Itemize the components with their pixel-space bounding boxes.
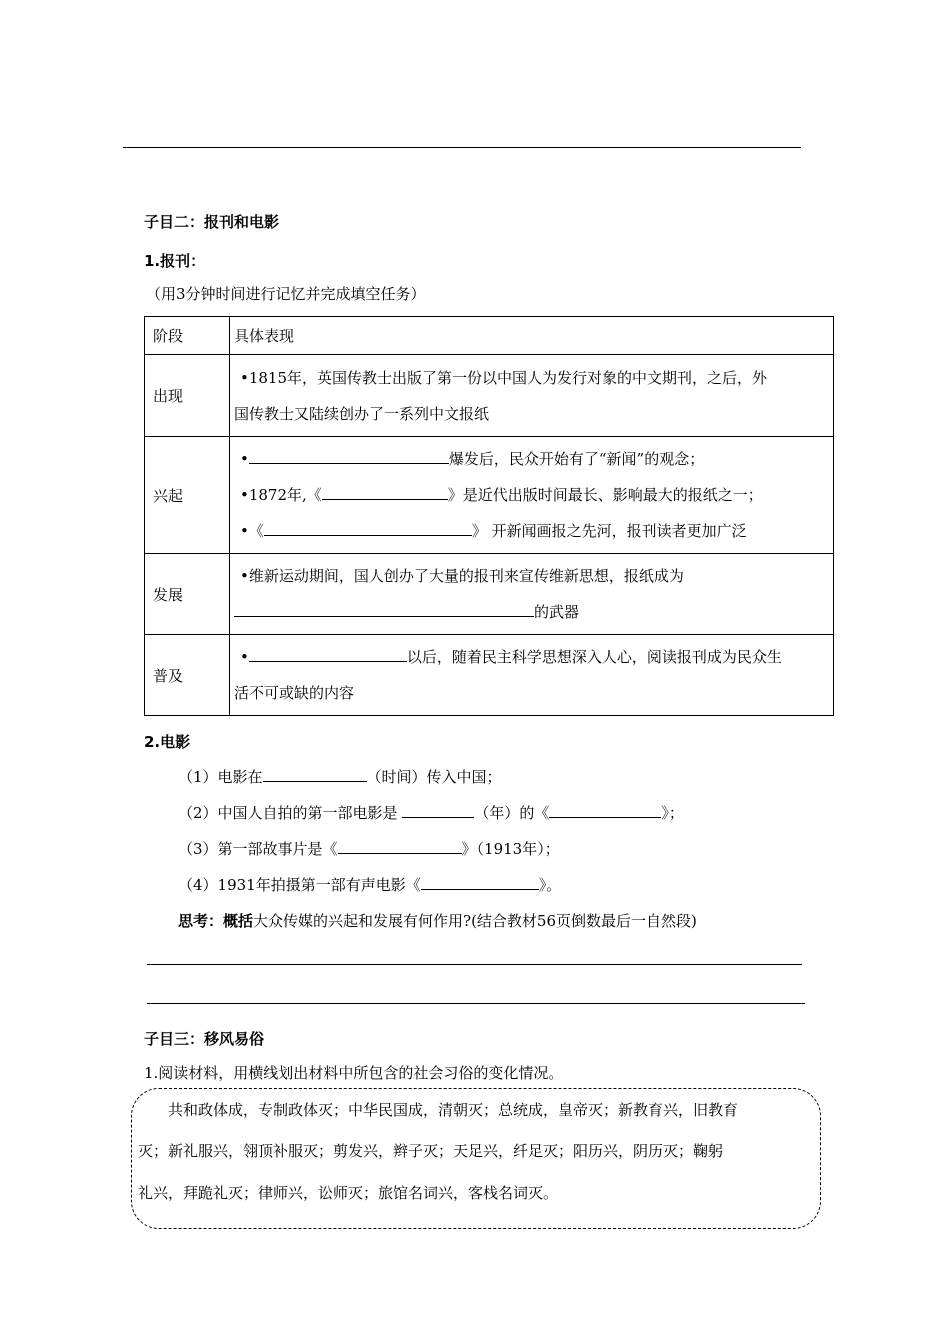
rise-blank-1[interactable] — [249, 449, 449, 464]
film-q1-blank[interactable] — [263, 767, 367, 782]
film-q3-blank[interactable] — [338, 839, 462, 854]
think-keyword: 概括 — [223, 912, 254, 930]
film-q2: （2）中国人自拍的第一部电影是 （年）的《 》； — [178, 804, 684, 822]
press-table — [144, 316, 834, 716]
table-header-detail: 具体表现 — [230, 317, 834, 355]
stage-popular-detail — [230, 635, 834, 716]
rise-line-2: •1872年,《 》是近代出版时间最长、影响最大的报纸之一； — [240, 486, 763, 504]
stage-develop: 发展 — [145, 554, 230, 635]
rise-blank-2[interactable] — [322, 485, 448, 500]
film-q4-blank[interactable] — [421, 875, 539, 890]
answer-line-2[interactable] — [147, 1003, 805, 1004]
film-q3: （3）第一部故事片是《 》（1913年）； — [178, 840, 560, 858]
stage-popular: 普及 — [145, 635, 230, 716]
popular-line-2: 活不可或缺的内容 — [234, 684, 355, 702]
appear-line-1: •1815年，英国传教士出版了第一份以中国人为发行对象的中文期刊，之后，外 — [240, 368, 768, 387]
film-q2-blank-1[interactable] — [402, 803, 474, 818]
press-heading: 1.报刊： — [144, 252, 206, 270]
stage-rise: 兴起 — [145, 437, 230, 554]
film-q1: （1）电影在 （时间）传入中国； — [178, 768, 502, 786]
rise-blank-3[interactable] — [264, 521, 472, 536]
answer-line-1[interactable] — [147, 964, 802, 965]
develop-line-1: •维新运动期间，国人创办了大量的报刊来宣传维新思想，报纸成为 — [240, 567, 684, 585]
table-header-stage: 阶段 — [145, 317, 230, 355]
section3-instruction: 1.阅读材料，用横线划出材料中所包含的社会习俗的变化情况。 — [144, 1064, 564, 1082]
think-question — [178, 910, 697, 931]
material-line-1: 共和政体成，专制政体灭；中华民国成，清朝灭；总统成，皇帝灭；新教育兴，旧教育 — [168, 1101, 739, 1119]
stage-develop-detail — [230, 554, 834, 635]
press-instruction: （用3分钟时间进行记忆并完成填空任务） — [146, 285, 426, 303]
film-heading: 2.电影 — [144, 733, 191, 751]
top-rule — [123, 147, 801, 148]
popular-blank[interactable] — [249, 647, 407, 662]
rise-line-3: •《 》 开新闻画报之先河，报刊读者更加广泛 — [240, 522, 747, 540]
material-line-3: 礼兴，拜跪礼灭；律师兴，讼师灭；旅馆名词兴，客栈名词灭。 — [138, 1184, 559, 1202]
popular-line-1: • 以后，随着民主科学思想深入人心，阅读报刊成为民众生 — [240, 648, 782, 666]
develop-blank[interactable] — [234, 602, 534, 617]
film-q4: （4）1931年拍摄第一部有声电影《 》。 — [178, 876, 562, 894]
develop-line-2: 的武器 — [234, 594, 825, 630]
think-label: 思考： — [178, 912, 224, 930]
section3-title: 子目三：移风易俗 — [144, 1030, 265, 1048]
rise-line-1: • 爆发后，民众开始有了“新闻”的观念； — [240, 450, 705, 468]
think-text: 大众传媒的兴起和发展有何作用?(结合教材56页倒数最后一自然段) — [253, 912, 697, 930]
stage-appear-detail — [230, 355, 834, 437]
stage-appear: 出现 — [145, 355, 230, 437]
material-line-2: 灭；新礼服兴，翎顶补服灭；剪发兴，辫子灭；天足兴，纤足灭；阳历兴，阴历灭；鞠躬 — [138, 1142, 724, 1160]
appear-line-2: 国传教士又陆续创办了一系列中文报纸 — [234, 404, 490, 423]
film-q2-blank-2[interactable] — [549, 803, 661, 818]
section2-title: 子目二：报刊和电影 — [144, 213, 280, 231]
stage-rise-detail — [230, 437, 834, 554]
